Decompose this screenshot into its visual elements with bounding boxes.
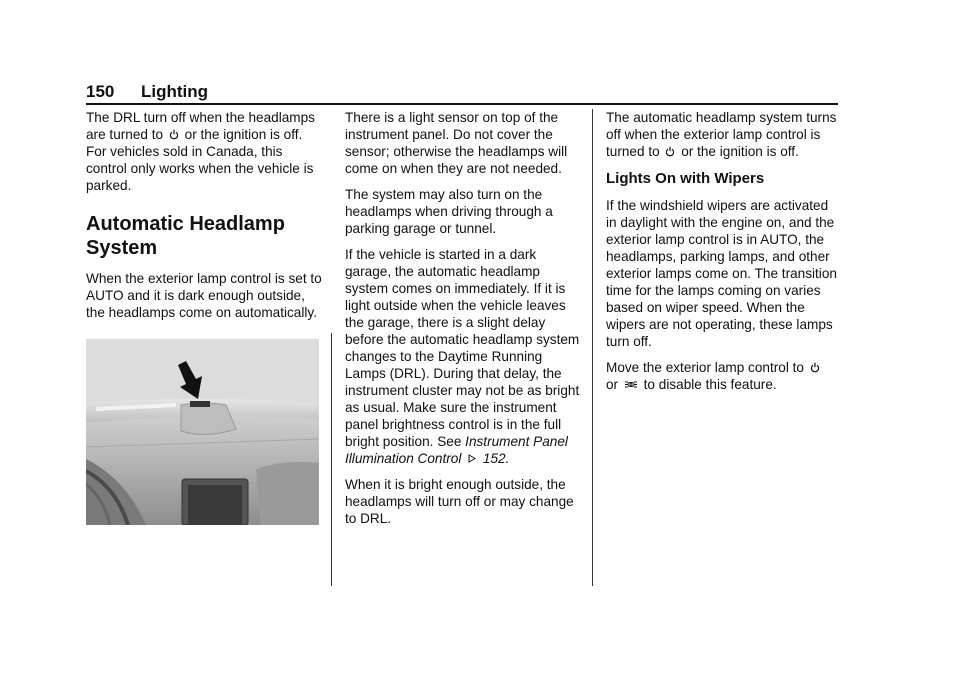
disable-text-a: Move the exterior lamp control to	[606, 360, 804, 375]
power-off-icon	[810, 362, 820, 373]
dashboard-light-sensor-illustration	[86, 339, 319, 525]
auto-paragraph: When the exterior lamp control is set to AUTO and it is dark enough outside, the headlamps come on automatically.	[86, 271, 322, 320]
column-divider-right	[592, 109, 593, 586]
page-number: 150	[86, 82, 115, 101]
page-header	[86, 82, 838, 104]
sensor-paragraph: There is a light sensor on top of the instrument panel. Do not cover the sensor; otherwise the headlamps will come on when they are not needed.	[345, 110, 568, 176]
column-right	[606, 109, 838, 402]
drl-off-paragraph	[86, 109, 322, 194]
drl-off-text-b: or the ignition is off. For vehicles sold in Canada, this control only works when the vehicle is parked.	[86, 127, 314, 193]
parking-lamp-icon	[624, 379, 638, 390]
heading-automatic-headlamp-system: Automatic Headlamp System	[86, 213, 285, 259]
wipers-paragraph: If the windshield wipers are activated in daylight with the engine on, and the exterior lamp control is in AUTO, the headlamps, parking lamps, and other exterior lamps come on. The transition time for the lamps coming on varies based on wiper speed. When the wipers are not operating, these lamps turn off.	[606, 198, 837, 349]
system-off-paragraph	[606, 109, 838, 160]
heading-lights-on-with-wipers: Lights On with Wipers	[606, 170, 765, 187]
system-off-text-a: The automatic headlamp system turns off when the exterior lamp control is turned to	[606, 110, 837, 159]
header-rule	[86, 103, 838, 105]
dark-garage-text: If the vehicle is started in a dark garage, the automatic headlamp system comes on immediately. If it is light outside when the vehicle leaves the garage, there is a slight delay before the automatic headlamp system changes to the Daytime Running Lamps (DRL). During that delay, the instrument cluster may not be as bright as usual. Make sure the instrument panel brightness control is in the full bright position. See	[345, 247, 580, 449]
section-title: Lighting	[141, 82, 209, 101]
disable-paragraph	[606, 359, 838, 393]
column-divider-left	[331, 333, 332, 586]
power-off-icon	[169, 129, 179, 140]
column-middle	[345, 109, 585, 536]
disable-text-c: to disable this feature.	[643, 377, 777, 392]
drl-off-text-a: The DRL turn off when the headlamps are turned to	[86, 110, 315, 142]
column-left	[86, 109, 322, 330]
system-off-text-b: or the ignition is off.	[681, 144, 799, 159]
page-reference[interactable]: 152.	[482, 451, 510, 466]
dark-garage-paragraph	[345, 246, 585, 467]
power-off-icon	[665, 146, 675, 157]
disable-text-b: or	[606, 377, 619, 392]
instrument-panel-illumination-link[interactable]: Instrument Panel Illumination Control	[345, 434, 568, 466]
page-ref-arrow-icon	[467, 453, 477, 464]
garage-paragraph: The system may also turn on the headlamps when driving through a parking garage or tunnel.	[345, 187, 553, 236]
bright-outside-paragraph: When it is bright enough outside, the headlamps will turn off or may change to DRL.	[345, 477, 574, 526]
